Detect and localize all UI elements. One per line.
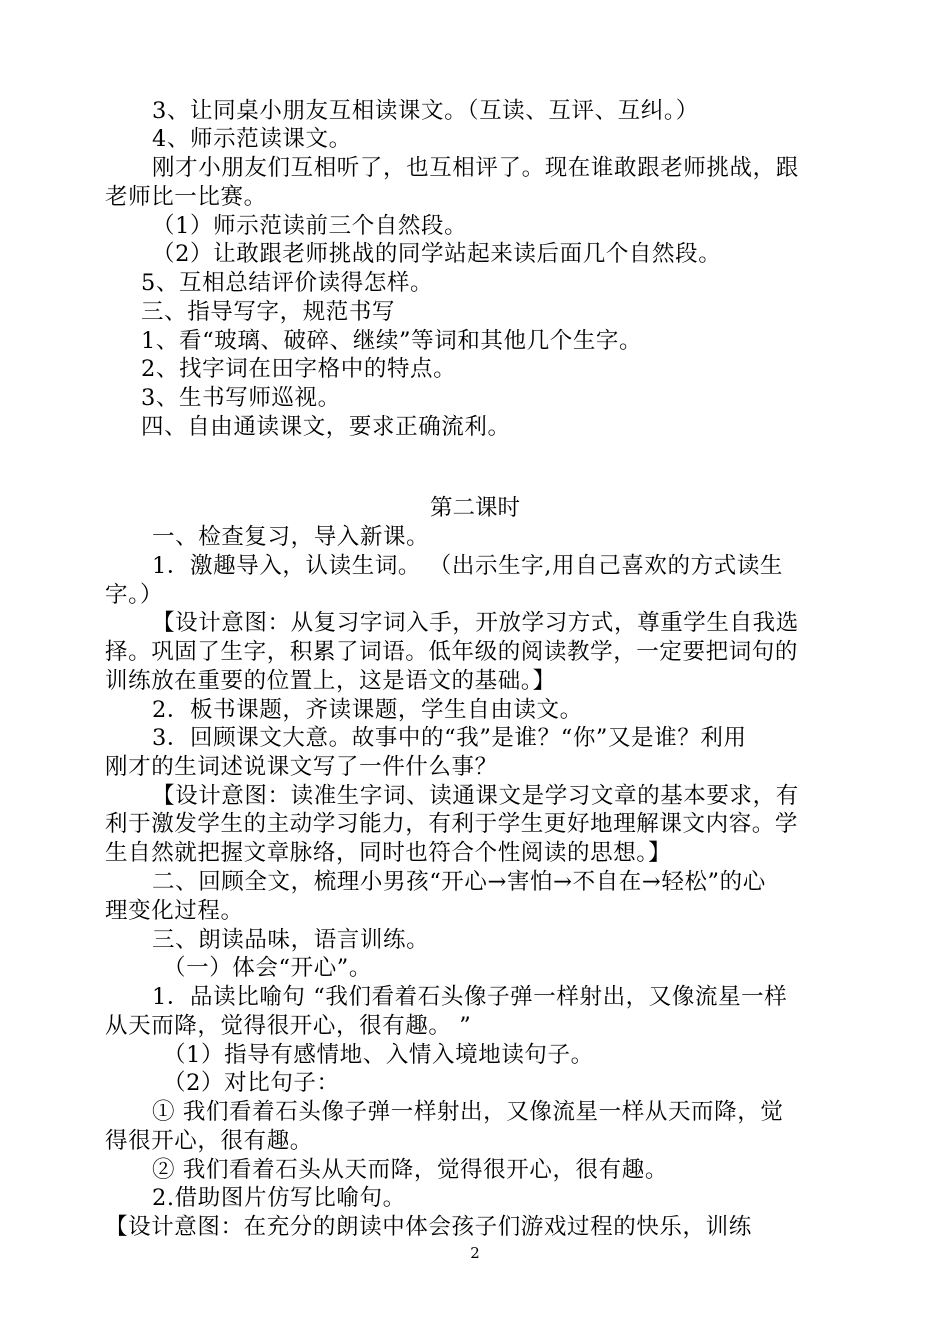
text-line: 4、师示范读课文。 [152, 126, 352, 152]
page-number: 2 [470, 1244, 480, 1262]
section-heading: 一、检查复习，导入新课。 [152, 524, 430, 550]
text-line: 2、找字词在田字格中的特点。 [141, 356, 457, 382]
section-heading: 三、指导写字，规范书写 [141, 299, 396, 325]
design-note-line: 训练放在重要的位置上，这是语文的基础。】 [105, 668, 556, 694]
text-line: 刚才的生词述说课文写了一件什么事？ [105, 754, 498, 780]
text-line: 1．品读比喻句 “我们看着石头像子弹一样射出，又像流星一样 [152, 984, 788, 1010]
text-line: 1．激趣导入，认读生词。 （出示生字,用自己喜欢的方式读生 [152, 553, 784, 579]
design-note-line: 【设计意图：在充分的朗读中体会孩子们游戏过程的快乐，训练 [105, 1214, 752, 1240]
text-line: 得很开心，很有趣。 [105, 1128, 313, 1154]
text-line: （一）体会“开心”。 [163, 955, 373, 981]
section-heading: 三、朗读品味，语言训练。 [152, 927, 430, 953]
text-line: 5、互相总结评价读得怎样。 [141, 270, 434, 296]
text-line: 1、看“玻璃、破碎、继续”等词和其他几个生字。 [141, 328, 643, 354]
text-line: 字。） [105, 582, 164, 608]
design-note-line: 【设计意图：从复习字词入手，开放学习方式，尊重学生自我选 [152, 610, 799, 636]
text-line: ② 我们看着石头从天而降，觉得很开心，很有趣。 [152, 1157, 668, 1183]
lesson-title: 第二课时 [429, 495, 520, 521]
section-heading: 二、回顾全文，梳理小男孩“开心→害怕→不自在→轻松”的心 [152, 869, 766, 895]
text-line: 从天而降，觉得很开心，很有趣。 ” [105, 1013, 472, 1039]
text-line: 2.借助图片仿写比喻句。 [152, 1185, 406, 1211]
text-line: 3、生书写师巡视。 [141, 385, 341, 411]
text-line: （2）让敢跟老师挑战的同学站起来读后面几个自然段。 [152, 241, 722, 267]
design-note-line: 生自然就把握文章脉络，同时也符合个性阅读的思想。】 [105, 840, 672, 866]
section-heading: 四、自由通读课文，要求正确流利。 [141, 414, 511, 440]
text-line: （2）对比句子： [163, 1070, 340, 1096]
text-line: 2．板书课题，齐读课题，学生自由读文。 [152, 697, 583, 723]
text-line: 3．回顾课文大意。故事中的“我”是谁？“你”又是谁？利用 [152, 725, 747, 751]
text-line: （1）师示范读前三个自然段。 [152, 213, 468, 239]
design-note-line: 利于激发学生的主动学习能力，有利于学生更好地理解课文内容。学 [105, 811, 799, 837]
text-line: 老师比一比赛。 [105, 184, 267, 210]
section-heading: 理变化过程。 [105, 898, 244, 924]
text-line: 刚才小朋友们互相听了，也互相评了。现在谁敢跟老师挑战，跟 [152, 155, 799, 181]
design-note-line: 【设计意图：读准生字词、读通课文是学习文章的基本要求，有 [152, 783, 799, 809]
text-line: （1）指导有感情地、入情入境地读句子。 [163, 1042, 594, 1068]
text-line: 3、让同桌小朋友互相读课文。（互读、互评、互纠。） [152, 98, 699, 124]
design-note-line: 择。巩固了生字，积累了词语。低年级的阅读教学，一定要把词句的 [105, 639, 799, 665]
text-line: ① 我们看着石头像子弹一样射出，又像流星一样从天而降，觉 [152, 1099, 784, 1125]
